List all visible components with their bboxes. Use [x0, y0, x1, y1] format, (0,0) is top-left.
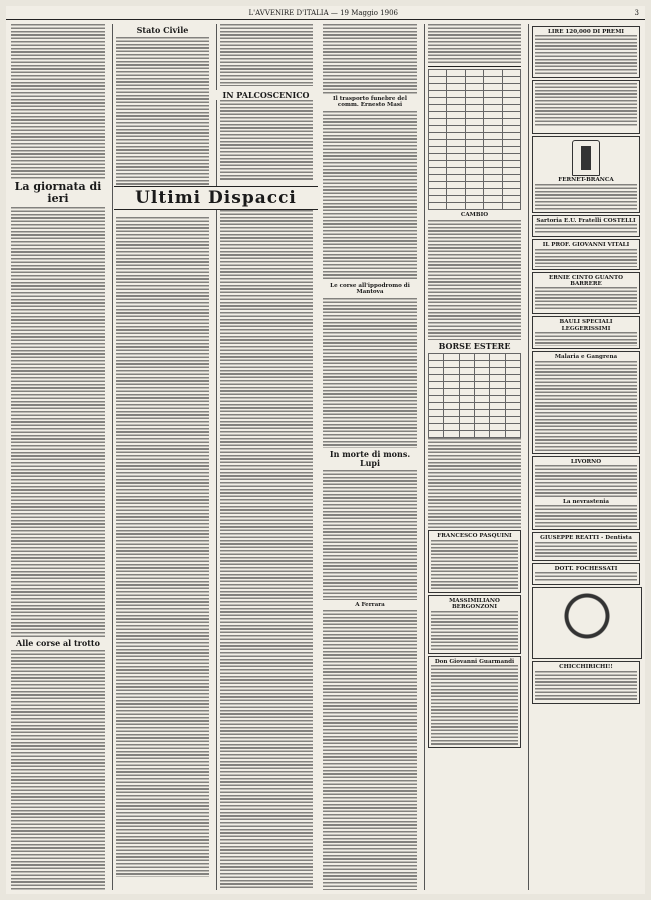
ad-text [535, 249, 637, 267]
article-text [220, 24, 313, 86]
obituary-pasquini [428, 530, 521, 592]
masthead [6, 6, 645, 20]
headline-stato-civile: Stato Civile [136, 25, 189, 35]
ad-text [535, 184, 637, 210]
ad-text [535, 671, 637, 701]
newspaper-page [6, 6, 645, 894]
ad-text [535, 465, 637, 499]
ad-text [535, 542, 637, 558]
headline-cambio: CAMBIO [460, 212, 489, 218]
article-text [323, 298, 417, 448]
obituary-text [431, 540, 518, 590]
ad-costelli [532, 215, 640, 237]
article-text [11, 650, 105, 890]
article-text [220, 100, 313, 180]
ad-title: CHICCHIRICHI!! [559, 664, 613, 671]
article-text [323, 24, 417, 94]
ad-bauli [532, 316, 640, 349]
headline-trasporto: Il trasporto funebre del comm. Ernesto Masi [333, 96, 407, 109]
ad-reatti [532, 532, 640, 560]
obituary-text [431, 665, 518, 745]
ad-text [535, 224, 637, 234]
rooster-illustration [532, 587, 642, 659]
article-text [323, 470, 417, 600]
ad-title: Sartoria E.U. Fratelli COSTELLI [536, 217, 636, 224]
ad-small [532, 80, 640, 134]
ad-text [535, 361, 637, 451]
column-4 [320, 24, 420, 890]
ad-text [535, 35, 637, 75]
obituary-name: MASSIMILIANO BERGONZONI [449, 597, 500, 611]
ad-title: GIUSEPPE REATTI - Dentista [540, 535, 632, 542]
headline-palcoscenico: IN PALCOSCENICO [216, 90, 316, 100]
article-text [428, 438, 521, 528]
ad-livorno [532, 456, 640, 531]
foreign-exchange-table [428, 353, 521, 438]
ad-subtitle: La nevrastenia [562, 499, 610, 506]
article-text [428, 24, 521, 64]
column-6-ads [528, 24, 643, 890]
headline-corso: Alle corse al trotto [16, 638, 100, 648]
obituary-guarmandi [428, 656, 521, 748]
ad-text [535, 572, 637, 582]
article-text [428, 220, 521, 340]
ad-title: Malaria e Gangrena [554, 354, 618, 361]
obituary-bergonzoni [428, 595, 521, 654]
bottle-icon [572, 140, 600, 176]
article-text [116, 37, 209, 187]
masthead-title: L'AVVENIRE D'ITALIA — 19 Maggio 1906 [248, 8, 399, 17]
column-3 [216, 24, 316, 890]
ad-text [535, 287, 637, 311]
article-text [11, 24, 105, 179]
column-5 [424, 24, 524, 890]
headline-ultimi-dispacci: Ultimi Dispacci [114, 186, 318, 210]
column-2 [112, 24, 212, 890]
ad-title: LIRE 120,000 DI PREMI [548, 29, 624, 35]
ad-text [535, 332, 637, 346]
headline-mantova: Le corse all'ippodromo di Mantova [330, 282, 410, 296]
headline-borse-estere: BORSE ESTERE [438, 341, 511, 352]
page-number: 3 [634, 8, 639, 17]
ad-title: BAULI SPECIALI LEGGERISSIMI [559, 319, 613, 332]
article-text [11, 207, 105, 637]
headline-giornata: La giornata di ieri [14, 180, 102, 205]
ad-title: ERNIE CINTO GUANTO BARRERE [549, 274, 623, 288]
ad-text [535, 83, 637, 127]
ad-text [535, 505, 637, 527]
ad-title: IL PROF. GIOVANNI VITALI [542, 242, 630, 249]
article-text [323, 610, 417, 890]
obituary-name: FRANCESCO PASQUINI [437, 533, 512, 540]
stock-table [428, 69, 521, 210]
ad-fochessati [532, 563, 640, 585]
ad-title: FERNET-BRANCA [558, 177, 614, 184]
ad-lire-premi [532, 26, 640, 78]
headline-lupi: In morte di mons. Lupi [329, 448, 411, 468]
ad-fernet [532, 136, 640, 212]
column-1 [8, 24, 108, 890]
ad-title: DOTT. FOCHESSATI [554, 565, 618, 572]
ad-chicchirichi [532, 661, 640, 703]
ad-vitali [532, 239, 640, 269]
obituary-text [431, 611, 518, 651]
ad-title: LIVORNO [570, 458, 602, 465]
obituary-name: Don Giovanni Guarmandi [434, 658, 515, 665]
headline-ferrara: A Ferrara [355, 601, 385, 608]
article-text [116, 217, 209, 877]
ad-ernie [532, 272, 640, 315]
article-text [220, 210, 313, 890]
article-text [323, 111, 417, 281]
ad-malaria [532, 351, 640, 453]
